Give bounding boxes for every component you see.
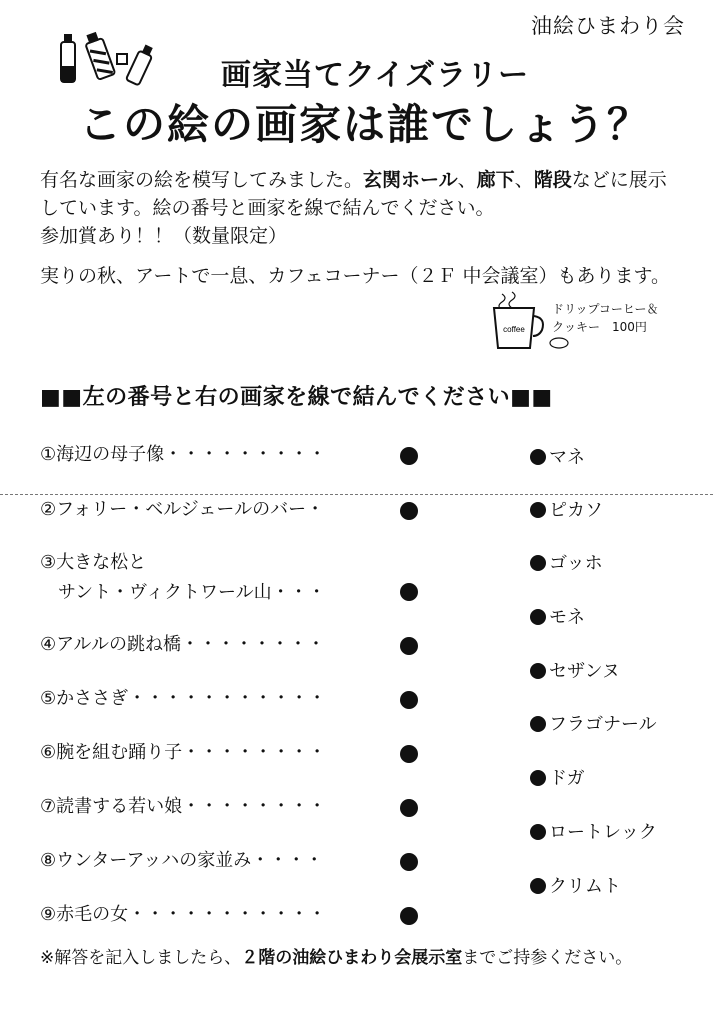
intro-separator: 、	[514, 169, 534, 191]
page-title: この絵の画家は誰でしょう？	[78, 100, 651, 149]
work-connect-dot[interactable]	[400, 799, 418, 817]
location-entrance-hall: 玄関ホール	[363, 169, 458, 191]
work-item	[40, 495, 324, 525]
artist-name: ゴッホ	[549, 553, 603, 574]
work-item	[40, 440, 326, 470]
artist-connect-dot[interactable]	[530, 555, 546, 571]
intro-separator: 、	[457, 169, 477, 191]
location-corridor: 廊下	[476, 169, 515, 191]
coffee-cup-icon	[488, 290, 548, 352]
artist-name: セザンヌ	[549, 661, 620, 682]
work-item	[40, 846, 323, 876]
work-connect-dot[interactable]	[400, 853, 418, 871]
coffee-menu-note	[552, 300, 658, 336]
work-item	[40, 900, 326, 930]
cafe-paragraph: 実りの秋、アートで一息、カフェコーナー（２Ｆ 中会議室）もあります。	[40, 265, 671, 287]
artist-item[interactable]	[530, 549, 603, 575]
intro-paragraph	[40, 166, 680, 250]
artist-name: ピカソ	[549, 500, 603, 521]
instruction-heading: ■■左の番号と右の画家を線で結んでください■■	[40, 385, 553, 410]
artist-connect-dot[interactable]	[530, 716, 546, 732]
work-connect-dot[interactable]	[400, 637, 418, 655]
coffee-menu-line: ドリップコーヒー＆	[552, 302, 659, 316]
artist-item[interactable]	[530, 872, 621, 898]
artist-connect-dot[interactable]	[530, 663, 546, 679]
subtitle: 画家当てクイズラリー	[220, 58, 530, 93]
work-title: ⑧ウンターアッハの家並み・・・・	[40, 850, 324, 871]
work-connect-dot[interactable]	[400, 745, 418, 763]
work-title: ⑤かささぎ・・・・・・・・・・・	[40, 688, 327, 709]
intro-text-continued: などに展示しています。絵の番号と画家を線で結んでください。	[40, 169, 667, 219]
work-title: ⑥腕を組む踊り子・・・・・・・・	[40, 742, 327, 763]
artist-connect-dot[interactable]	[530, 609, 546, 625]
cookie-icon	[548, 336, 570, 350]
work-connect-dot[interactable]	[400, 583, 418, 601]
work-title: ①海辺の母子像・・・・・・・・・	[40, 444, 327, 465]
artist-connect-dot[interactable]	[530, 878, 546, 894]
artist-name: ロートレック	[549, 822, 657, 843]
artist-item[interactable]	[530, 496, 603, 522]
artist-item[interactable]	[530, 764, 584, 790]
artist-item[interactable]	[530, 818, 657, 844]
artist-item[interactable]	[530, 657, 620, 683]
intro-text: 有名な画家の絵を模写してみました。	[40, 169, 364, 191]
organization-name: 油絵ひまわり会	[531, 14, 685, 38]
work-connect-dot[interactable]	[400, 691, 418, 709]
work-title: ④アルルの跳ね橋・・・・・・・・	[40, 634, 325, 655]
artist-name: マネ	[549, 447, 585, 468]
work-connect-dot[interactable]	[400, 502, 418, 520]
artist-item[interactable]	[530, 710, 657, 736]
submission-location: ２階の油絵ひまわり会展示室	[241, 948, 463, 968]
artist-name: モネ	[549, 607, 585, 628]
artist-connect-dot[interactable]	[530, 449, 546, 465]
artist-connect-dot[interactable]	[530, 502, 546, 518]
work-item	[40, 738, 326, 768]
prize-note: 参加賞あり！！（数量限定）	[40, 225, 288, 247]
submission-text: ※解答を記入しましたら、	[40, 948, 242, 968]
artist-item[interactable]	[530, 603, 585, 629]
submission-note	[40, 945, 680, 972]
location-stairs: 階段	[533, 169, 572, 191]
work-connect-dot[interactable]	[400, 907, 418, 925]
artist-name: フラゴナール	[549, 714, 657, 735]
work-item	[40, 792, 326, 822]
artist-item[interactable]	[530, 443, 585, 469]
artist-connect-dot[interactable]	[530, 824, 546, 840]
paint-tubes-illustration	[55, 28, 155, 90]
artist-name: ドガ	[549, 768, 585, 789]
work-item	[40, 630, 325, 660]
work-title: ③大きな松と	[40, 552, 147, 573]
work-connect-dot[interactable]	[400, 447, 418, 465]
coffee-cup-label: coffee	[503, 325, 525, 334]
coffee-menu-line: クッキー 100円	[552, 320, 647, 334]
work-title: ⑦読書する若い娘・・・・・・・・	[40, 796, 327, 817]
submission-text-end: までご持参ください。	[462, 948, 633, 968]
work-title: ②フォリー・ベルジェールのバー・	[40, 499, 325, 520]
work-title: ⑨赤毛の女・・・・・・・・・・・	[40, 904, 327, 925]
work-title-continued: サント・ヴィクトワール山・・・	[40, 582, 326, 603]
artist-name: クリムト	[549, 876, 621, 897]
work-item	[40, 548, 326, 608]
work-item	[40, 684, 326, 714]
artist-connect-dot[interactable]	[530, 770, 546, 786]
